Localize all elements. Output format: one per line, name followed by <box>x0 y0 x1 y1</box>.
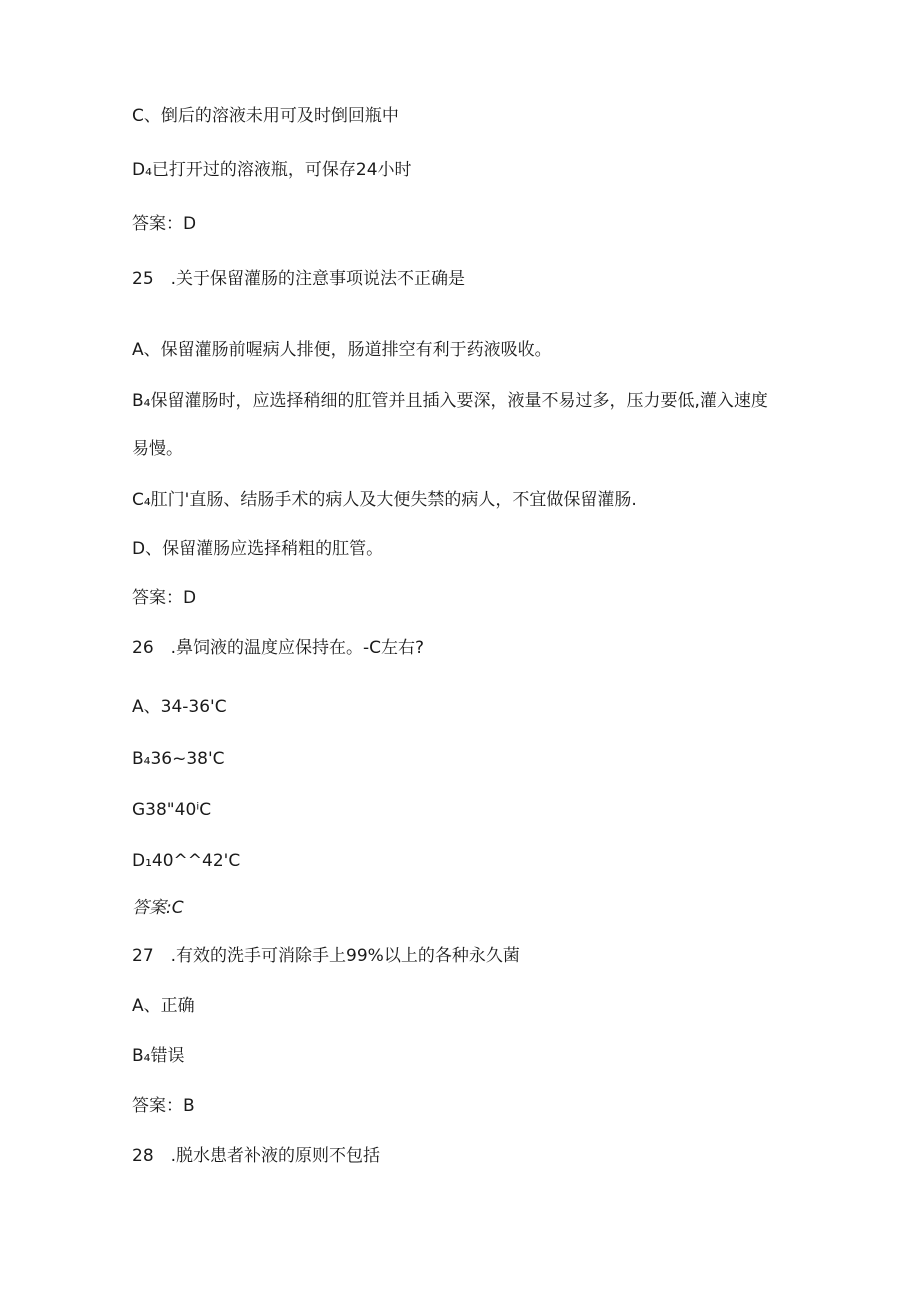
option-d-q24: D₄已打开过的溶液瓶，可保存24小时 <box>132 160 412 180</box>
option-c-q25: C₄肛门'直肠、结肠手术的病人及大便失禁的病人，不宜做保留灌肠. <box>132 490 637 510</box>
question-25: 25 .关于保留灌肠的注意事项说法不正确是 <box>132 269 466 289</box>
answer-q27: 答案：B <box>132 1096 195 1116</box>
option-d-q25: D、保留灌肠应选择稍粗的肛管。 <box>132 539 384 559</box>
answer-q25: 答案：D <box>132 588 197 608</box>
answer-q26: 答案:C <box>132 898 184 918</box>
option-b-q26: B₄36~38'C <box>132 749 225 769</box>
question-27: 27 .有效的洗手可消除手上99%以上的各种永久菌 <box>132 946 520 966</box>
option-d-q26: D₁40^^42'C <box>132 851 241 871</box>
option-b-q25-cont: 易慢。 <box>132 439 183 459</box>
option-c-q24: C、倒后的溶液未用可及时倒回瓶中 <box>132 106 399 126</box>
option-a-q27: A、正确 <box>132 996 195 1016</box>
option-c-q26: G38"40ⁱC <box>132 800 212 820</box>
question-26: 26 .鼻饲液的温度应保持在。-C左右? <box>132 638 425 658</box>
option-a-q25: A、保留灌肠前喔病人排便，肠道排空有利于药液吸收。 <box>132 340 552 360</box>
question-28: 28 .脱水患者补液的原则不包括 <box>132 1146 381 1166</box>
option-a-q26: A、34-36'C <box>132 697 227 717</box>
option-b-q27: B₄错误 <box>132 1046 185 1066</box>
option-b-q25: B₄保留灌肠时，应选择稍细的肛管并且插入要深，液量不易过多，压力要低,灌入速度 <box>132 391 768 411</box>
answer-q24: 答案：D <box>132 214 197 234</box>
